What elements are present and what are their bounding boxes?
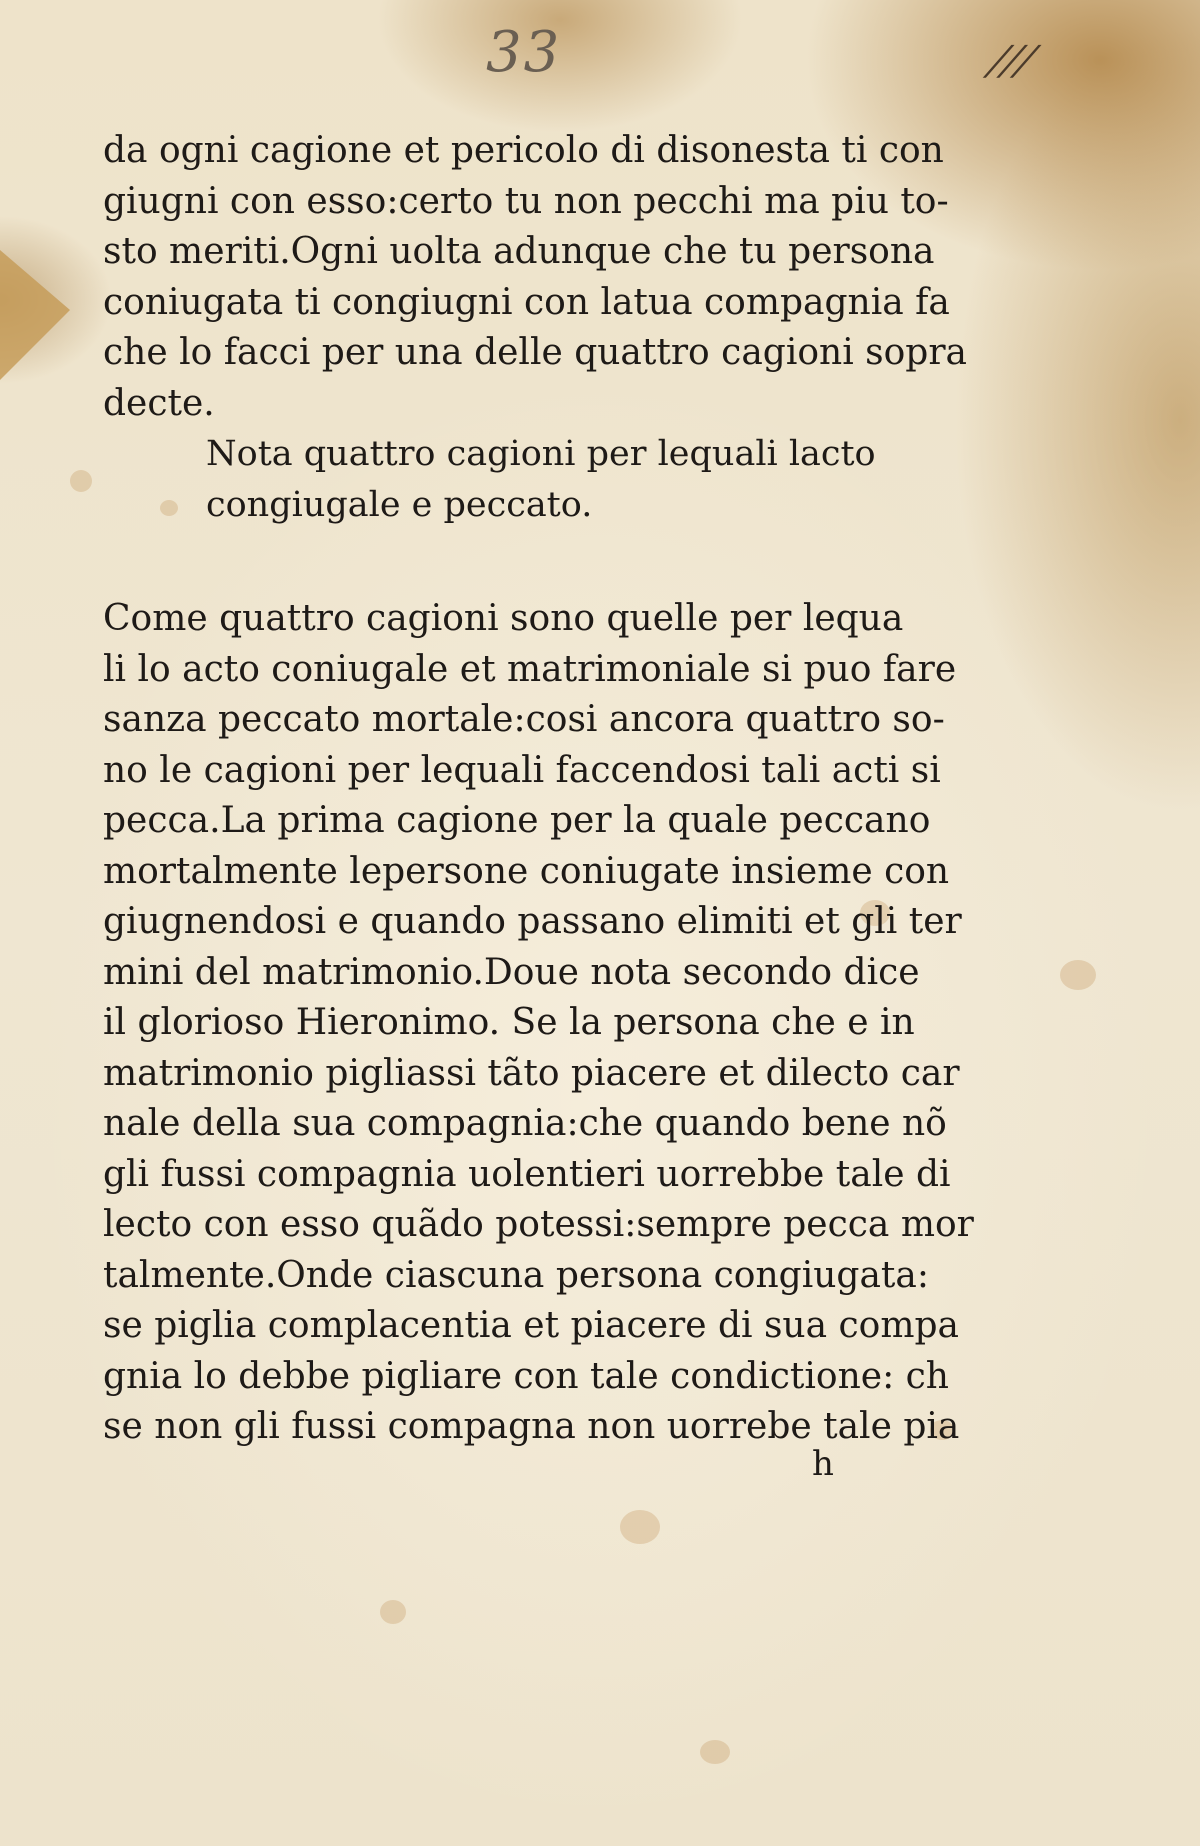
body-text xyxy=(103,126,974,1453)
note-line: Nota quattro cagioni per lequali lacto xyxy=(206,434,876,474)
text-line: Come quattro cagioni sono quelle per lequa xyxy=(103,598,904,639)
foxing-stain xyxy=(380,1600,406,1624)
text-line: mortalmente lepersone coniugate insieme con xyxy=(103,850,950,892)
page-number: 33 xyxy=(486,20,562,85)
text-line: nale della sua compagnia:che quando bene nõ xyxy=(103,1103,947,1144)
text-line: se piglia complacentia et piacere di sua compa xyxy=(103,1305,960,1346)
foxing-stain xyxy=(70,470,92,492)
text-line: se non gli fussi compagna non uorrebe tale pia xyxy=(103,1406,960,1447)
corner-mark: /// xyxy=(983,38,1041,84)
text-line: coniugata ti congiugni con latua compagnia fa xyxy=(103,281,950,323)
paragraph-gap xyxy=(103,530,903,594)
text-line: giugnendosi e quando passano elimiti et gli ter xyxy=(103,901,962,942)
text-line: da ogni cagione et pericolo di disonesta ti con xyxy=(103,130,944,171)
text-line: gnia lo debbe pigliare con tale condictione: ch xyxy=(103,1355,949,1397)
text-line: giugni con esso:certo tu non pecchi ma piu to- xyxy=(103,180,949,222)
signature-mark: h xyxy=(812,1444,834,1484)
text-line: sto meriti.Ogni uolta adunque che tu persona xyxy=(103,231,935,272)
text-line: matrimonio pigliassi tãto piacere et dilecto car xyxy=(103,1052,960,1094)
page-tab xyxy=(0,250,70,380)
text-line: pecca.La prima cagione per la quale peccano xyxy=(103,800,931,841)
text-line: li lo acto coniugale et matrimoniale si puo fare xyxy=(103,648,957,690)
text-line: che lo facci per una delle quattro cagioni sopra xyxy=(103,332,968,373)
note-line: congiugale e peccato. xyxy=(206,484,593,525)
foxing-stain xyxy=(620,1510,660,1544)
text-line: decte. xyxy=(103,382,215,424)
text-line: il glorioso Hieronimo. Se la persona che e in xyxy=(103,1002,915,1043)
text-line: mini del matrimonio.Doue nota secondo dice xyxy=(103,951,920,993)
text-line: talmente.Onde ciascuna persona congiugata: xyxy=(103,1254,929,1296)
text-line: lecto con esso quãdo potessi:sempre pecca mor xyxy=(103,1204,974,1245)
text-line: no le cagioni per lequali faccendosi tali acti si xyxy=(103,749,941,791)
text-line: sanza peccato mortale:cosi ancora quattro so- xyxy=(103,699,945,740)
foxing-stain xyxy=(1060,960,1096,990)
text-line: gli fussi compagnia uolentieri uorrebbe tale di xyxy=(103,1153,951,1195)
foxing-stain xyxy=(700,1740,730,1764)
